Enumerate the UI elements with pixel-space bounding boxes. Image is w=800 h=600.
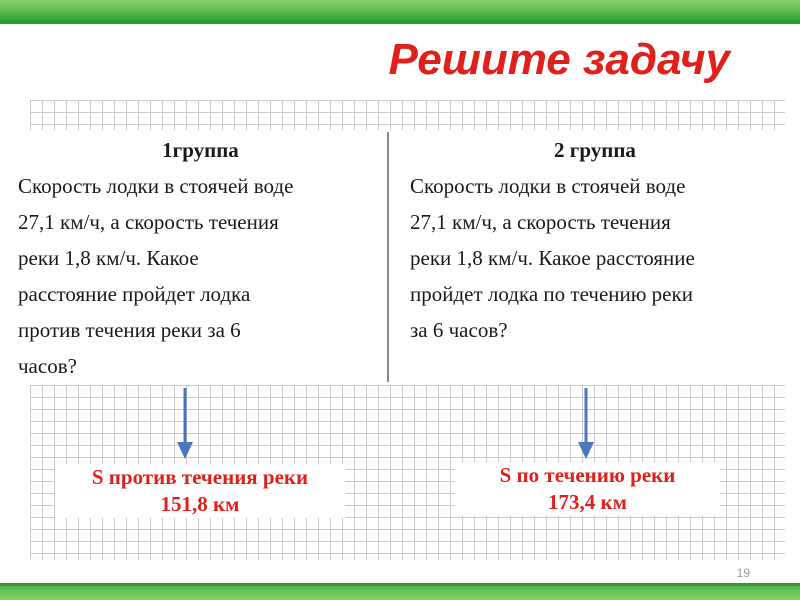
- group-1-column: [18, 130, 383, 384]
- group-1-answer-label: S против течения реки: [91, 465, 309, 489]
- group-1-answer-value: 151,8 км: [160, 492, 240, 516]
- footer-band: [0, 586, 800, 600]
- task-table: [0, 130, 800, 385]
- group-2-answer-value: 173,4 км: [548, 490, 627, 514]
- group-1-task-line: расстояние пройдет лодка: [18, 282, 251, 306]
- group-2-task-line: реки 1,8 км/ч. Какое расстояние: [410, 246, 695, 270]
- group-1-task-line: против течения реки за 6: [18, 318, 241, 342]
- group-2-task-line: 27,1 км/ч, а скорость течения: [410, 210, 671, 234]
- group-1-task-line: Скорость лодки в стоячей воде: [18, 174, 294, 198]
- group-1-heading: 1группа: [162, 138, 239, 162]
- group-1-task-line: 27,1 км/ч, а скорость течения: [18, 210, 279, 234]
- column-divider: [387, 132, 389, 382]
- group-1-answer: [55, 464, 345, 518]
- header-rule: [0, 20, 800, 24]
- arrow-down-icon: [175, 388, 195, 460]
- group-1-task-line: реки 1,8 км/ч. Какое: [18, 246, 199, 270]
- group-2-task-line: за 6 часов?: [410, 318, 508, 342]
- group-1-task-line: часов?: [18, 354, 77, 378]
- arrow-down-icon: [576, 388, 596, 460]
- grid-paper-top: [30, 100, 785, 130]
- group-2-heading: 2 группа: [554, 138, 636, 162]
- group-2-task-line: пройдет лодка по течению реки: [410, 282, 693, 306]
- group-2-column: [410, 130, 780, 348]
- group-2-answer-label: S по течению реки: [499, 463, 676, 487]
- page-number: 19: [736, 566, 750, 580]
- slide-title: Решите задачу: [388, 35, 730, 84]
- header-band: [0, 0, 800, 20]
- group-2-task-line: Скорость лодки в стоячей воде: [410, 174, 686, 198]
- group-2-answer: [455, 462, 720, 516]
